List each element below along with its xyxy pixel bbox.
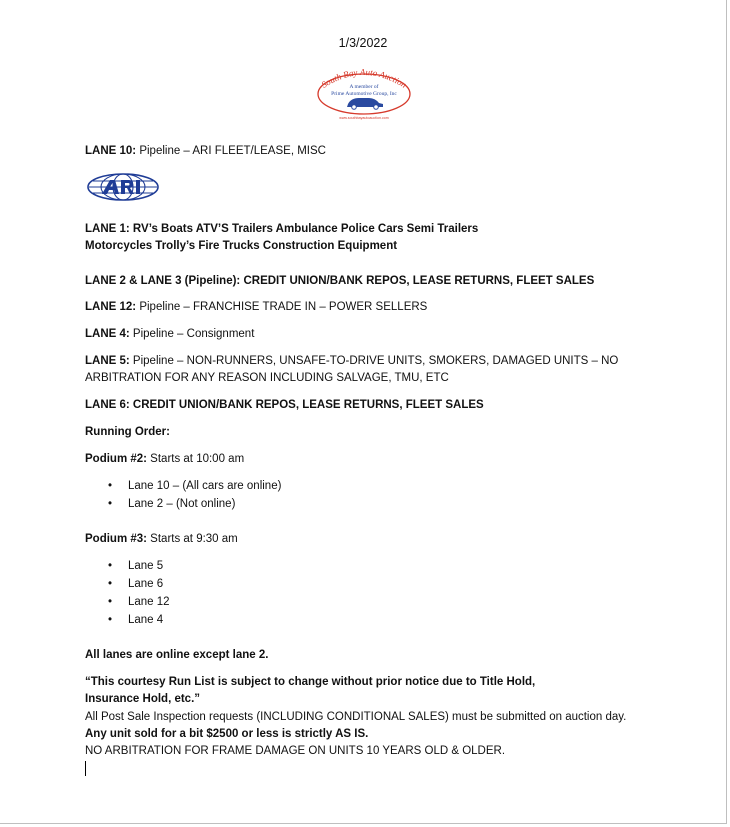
lane-4-text: Pipeline – Consignment [129, 328, 255, 340]
ari-globe-logo-icon [86, 172, 160, 202]
podium-3-item: Lane 6 [128, 578, 164, 590]
lane-12-text: Pipeline – FRANCHISE TRADE IN – POWER SELLERS [136, 301, 428, 313]
lane-5-label: LANE 5: [85, 355, 130, 367]
podium-3-line [85, 531, 238, 547]
lane-4-label: LANE 4: [85, 328, 130, 340]
document-date: 1/3/2022 [338, 36, 388, 50]
lane-1-line-2: Motorcycles Trolly’s Fire Trucks Construction Equipment [85, 240, 398, 252]
lane-10-label: LANE 10: [85, 145, 137, 157]
as-is-note: Any unit sold for a bit $2500 or less is strictly AS IS. [85, 728, 369, 740]
lane-5-text: Pipeline – NON-RUNNERS, UNSAFE-TO-DRIVE UNITS, SMOKERS, DAMAGED UNITS – NO [129, 355, 619, 367]
lane-2-3-line: LANE 2 & LANE 3 (Pipeline): CREDIT UNION/BANK REPOS, LEASE RETURNS, FLEET SALES [85, 275, 595, 287]
logo-member-text: A member of [349, 84, 379, 90]
podium-2-item: Lane 10 – (All cars are online) [128, 480, 282, 492]
podium-2-line [85, 451, 244, 467]
podium-3-label: Podium #3: [85, 533, 147, 545]
frame-damage-note: NO ARBITRATION FOR FRAME DAMAGE ON UNITS 10 YEARS OLD & OLDER. [85, 745, 506, 757]
lane-12-line [85, 299, 427, 315]
podium-2-item: Lane 2 – (Not online) [128, 498, 236, 510]
lane-10-line [85, 143, 326, 159]
logo-arc-text: South Bay Auto Auction [319, 66, 409, 90]
lane-12-label: LANE 12: [85, 301, 137, 313]
podium-3-item: Lane 12 [128, 596, 170, 608]
notice-line-2: Insurance Hold, etc.” [85, 693, 201, 705]
lane-10-text: Pipeline – ARI FLEET/LEASE, MISC [136, 145, 326, 157]
lane-4-line [85, 326, 254, 342]
lane-6-line: LANE 6: CREDIT UNION/BANK REPOS, LEASE RETURNS, FLEET SALES [85, 399, 484, 411]
podium-3-item: Lane 4 [128, 614, 164, 626]
bullet-icon: • [108, 578, 113, 590]
lane-5-line-1 [85, 353, 618, 369]
bullet-icon: • [108, 560, 113, 572]
podium-2-text: Starts at 10:00 am [146, 453, 245, 465]
south-bay-auto-auction-logo [313, 64, 415, 122]
podium-3-text: Starts at 9:30 am [146, 533, 238, 545]
bullet-icon: • [108, 480, 113, 492]
bullet-icon: • [108, 498, 113, 510]
all-lanes-online-note: All lanes are online except lane 2. [85, 649, 269, 661]
bullet-icon: • [108, 614, 113, 626]
notice-line-1: “This courtesy Run List is subject to change without prior notice due to Title Hold, [85, 676, 536, 688]
inspection-note: All Post Sale Inspection requests (INCLUDING CONDITIONAL SALES) must be submitted on auction day. [85, 711, 627, 723]
podium-2-label: Podium #2: [85, 453, 147, 465]
running-order-heading: Running Order: [85, 426, 170, 438]
lane-1-line-1: LANE 1: RV’s Boats ATV’S Trailers Ambulance Police Cars Semi Trailers [85, 223, 479, 235]
bullet-icon: • [108, 596, 113, 608]
logo-url: www.southbayautoauction.com [339, 116, 389, 120]
lane-5-line-2: ARBITRATION FOR ANY REASON INCLUDING SALVAGE, TMU, ETC [85, 372, 449, 384]
podium-3-item: Lane 5 [128, 560, 164, 572]
text-cursor[interactable] [85, 761, 86, 776]
logo-group-text: Prime Automotive Group, Inc [331, 91, 397, 97]
